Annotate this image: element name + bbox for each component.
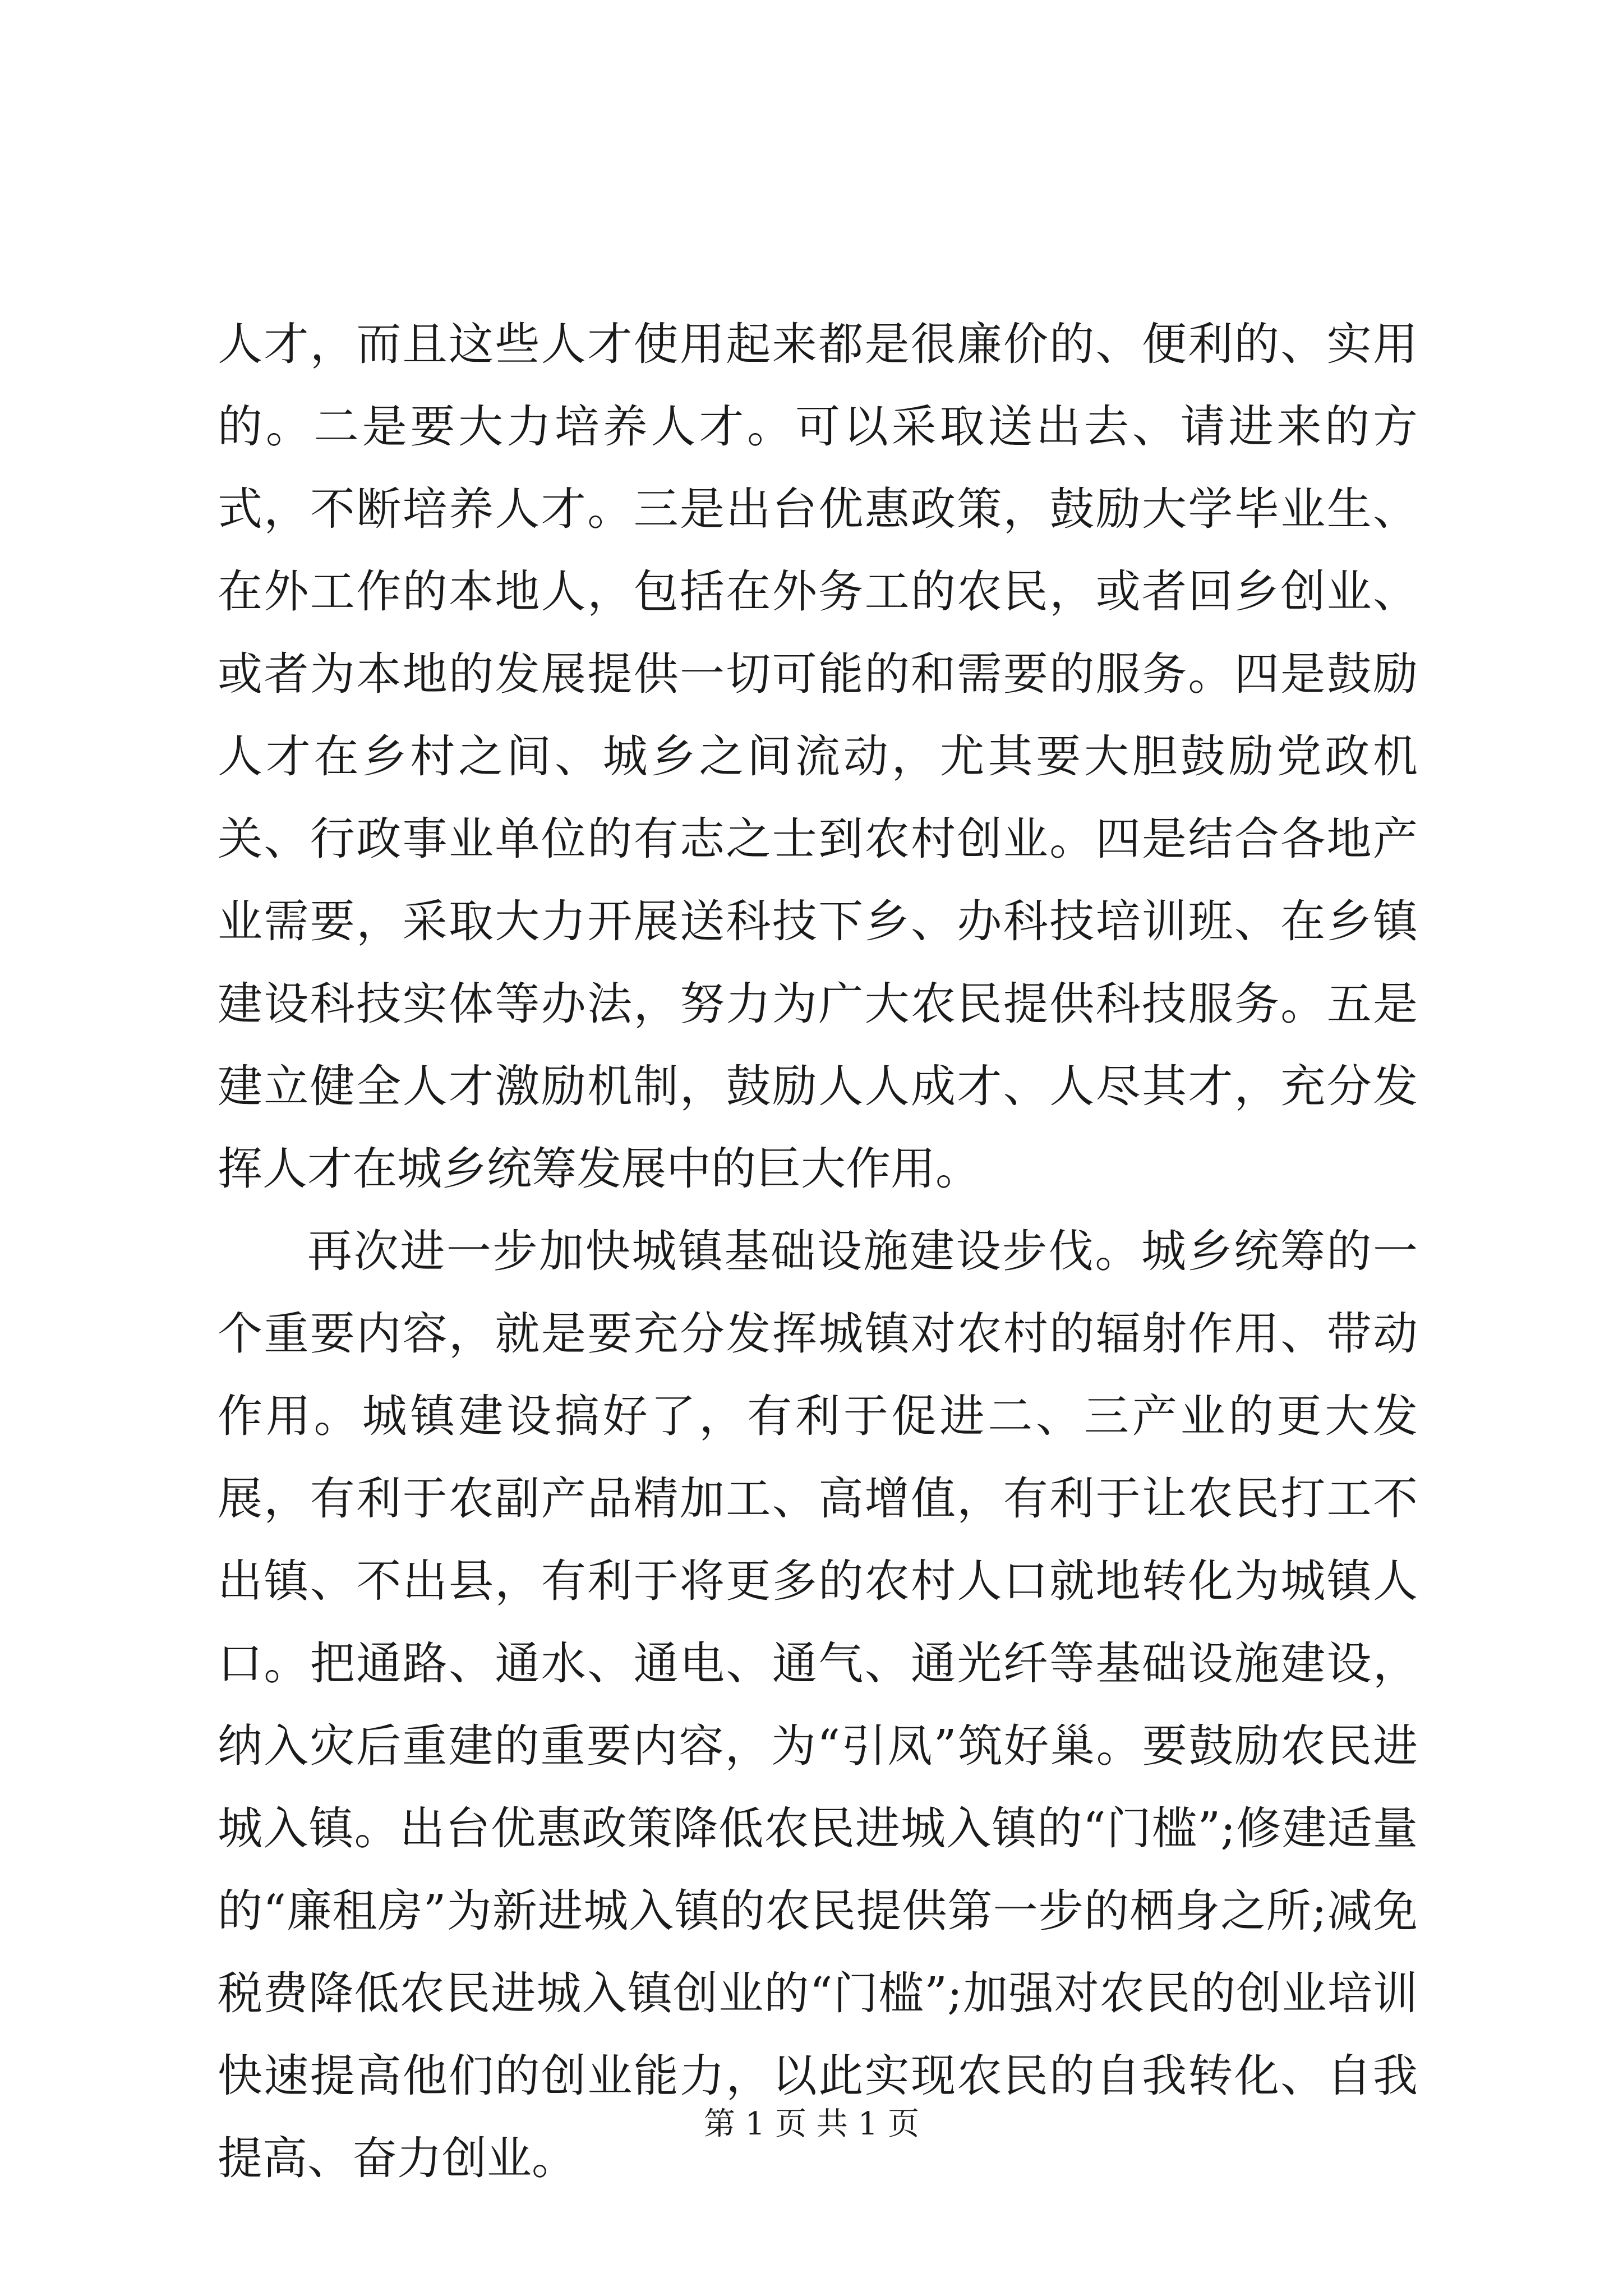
paragraph-talent: 人才，而且这些人才使用起来都是很廉价的、便利的、实用的。二是要大力培养人才。可以采取送出去、请进来的方式，不断培养人才。三是出台优惠政策，鼓励大学毕业生、在外工作的本地人，包括在外务工的农民，或者回乡创业、或者为本地的发展提供一切可能的和需要的服务。四是鼓励人才在乡村之间、城乡之间流动，尤其要大胆鼓励党政机关、行政事业单位的有志之士到农村创业。四是结合各地产业需要，采取大力开展送科技下乡、办科技培训班、在乡镇建设科技实体等办法，努力为广大农民提供科技服务。五是建立健全人才激励机制，鼓励人人成才、人尽其才，充分发挥人才在城乡统筹发展中的巨大作用。 [218,318,1418,1195]
page-footer: 第 1 页 共 1 页 [703,2106,920,2142]
document-body [218,303,1418,2200]
paragraph-town-infrastructure: 再次进一步加快城镇基础设施建设步伐。城乡统筹的一个重要内容，就是要充分发挥城镇对农村的辐射作用、带动作用。城镇建设搞好了，有利于促进二、三产业的更大发展，有利于农副产品精加工、高增值，有利于让农民打工不出镇、不出县，有利于将更多的农村人口就地转化为城镇人口。把通路、通水、通电、通气、通光纤等基础设施建设，纳入灾后重建的重要内容，为“引凤”筑好巢。要鼓励农民进城入镇。出台优惠政策降低农民进城入镇的“门槛”;修建适量的“廉租房”为新进城入镇的农民提供第一步的栖身之所;减免税费降低农民进城入镇创业的“门槛”;加强对农民的创业培训快速提高他们的创业能力，以此实现农民的自我转化、自我提高、奋力创业。 [218,1225,1418,2184]
